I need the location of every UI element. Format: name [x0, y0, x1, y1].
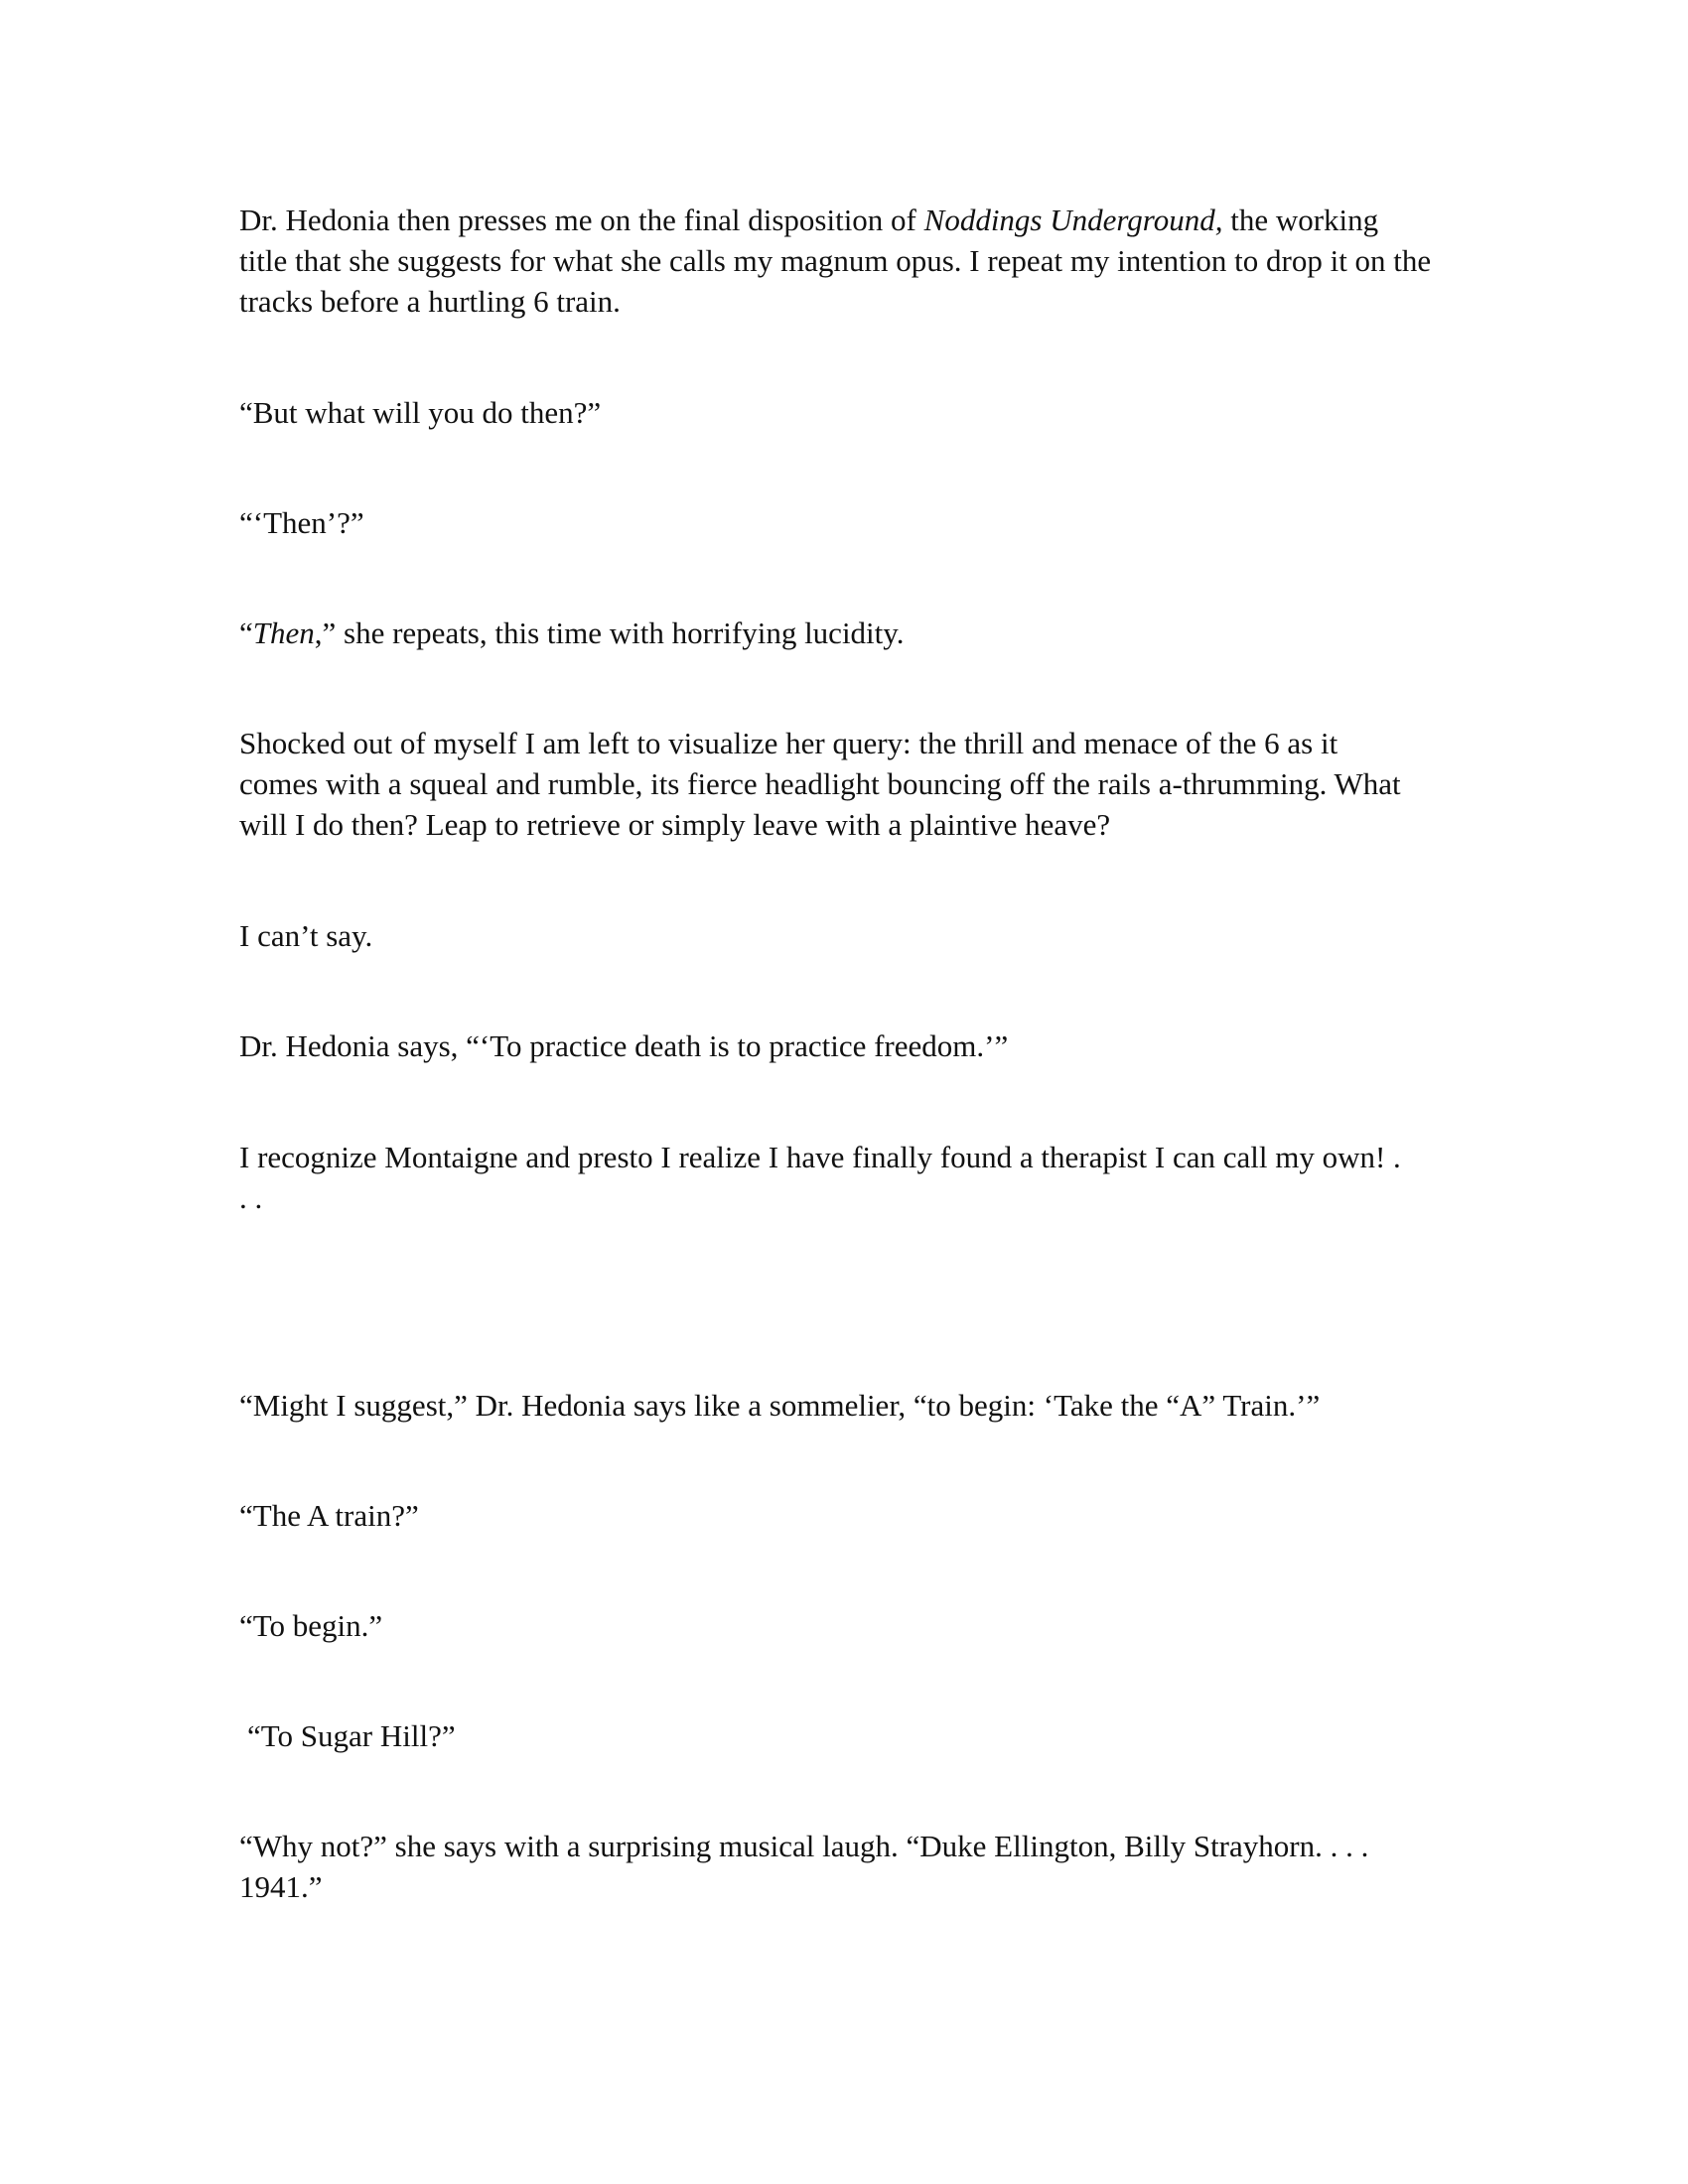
text-line [198, 613, 1488, 653]
paragraph-then-question [198, 502, 1488, 543]
text-run: “To begin.” [239, 1608, 383, 1643]
text-run: Dr. Hedonia then presses me on the final disposition of [239, 203, 924, 237]
paragraph-montaigne [198, 1137, 1488, 1218]
text-run: “To Sugar Hill?” [247, 1718, 456, 1753]
paragraph-might-suggest [198, 1385, 1488, 1426]
text-line [198, 1385, 1488, 1426]
paragraph-why-not [198, 1826, 1488, 1907]
text-run: I can’t say. [239, 918, 373, 953]
text-run: title that she suggests for what she calls my magnum opus. I repeat my intention to drop it on the [239, 243, 1432, 278]
text-run: I recognize Montaigne and presto I realize I have finally found a therapist I can call my own! . [239, 1140, 1401, 1174]
text-run: ,” she repeats, this time with horrifying lucidity. [314, 615, 905, 650]
text-run: “Might I suggest,” Dr. Hedonia says like a sommelier, “to begin: ‘Take the “A” Train.’” [239, 1388, 1321, 1423]
text-line [198, 763, 1488, 804]
text-run: 1941.” [239, 1869, 323, 1904]
text-run: “‘Then’?” [239, 505, 364, 540]
text-line [198, 915, 1488, 956]
text-line [198, 392, 1488, 433]
text-run: “Why not?” she says with a surprising musical laugh. “Duke Ellington, Billy Strayhorn. . . . [239, 1829, 1369, 1863]
text-line [198, 1025, 1488, 1066]
text-line [198, 281, 1488, 322]
italic-run: Then [252, 615, 315, 650]
text-run: the working [1222, 203, 1379, 237]
text-line [198, 804, 1488, 845]
text-line [198, 1137, 1488, 1177]
text-run: “But what will you do then?” [239, 395, 602, 430]
text-run: tracks before a hurtling 6 train. [239, 284, 621, 319]
paragraph-a-train [198, 1495, 1488, 1536]
text-line [198, 1605, 1488, 1646]
paragraph-sugar-hill [198, 1715, 1488, 1756]
text-run: “The A train?” [239, 1498, 419, 1533]
text-line [198, 1495, 1488, 1536]
text-line [198, 502, 1488, 543]
text-line [198, 1715, 1488, 1756]
paragraph-cant-say [198, 915, 1488, 956]
paragraph-disposition [198, 200, 1488, 322]
paragraph-shocked [198, 723, 1488, 845]
text-line [198, 723, 1488, 763]
text-run: Shocked out of myself I am left to visualize her query: the thrill and menace of the 6 as it [239, 726, 1338, 760]
text-line [198, 240, 1488, 281]
paragraph-what-then [198, 392, 1488, 433]
italic-run: Noddings Underground, [923, 203, 1223, 237]
text-run: “ [239, 615, 253, 650]
text-line [198, 1177, 1488, 1218]
text-run: Dr. Hedonia says, “‘To practice death is to practice freedom.’” [239, 1028, 1009, 1063]
text-line [198, 1866, 1488, 1907]
paragraph-then-repeat [198, 613, 1488, 653]
text-line [198, 1826, 1488, 1866]
text-line [198, 200, 1488, 240]
paragraph-practice-death [198, 1025, 1488, 1066]
text-run: will I do then? Leap to retrieve or simply leave with a plaintive heave? [239, 807, 1111, 842]
paragraph-to-begin [198, 1605, 1488, 1646]
text-run: . . [239, 1180, 263, 1215]
text-run: comes with a squeal and rumble, its fierce headlight bouncing off the rails a-thrumming. What [239, 766, 1401, 801]
